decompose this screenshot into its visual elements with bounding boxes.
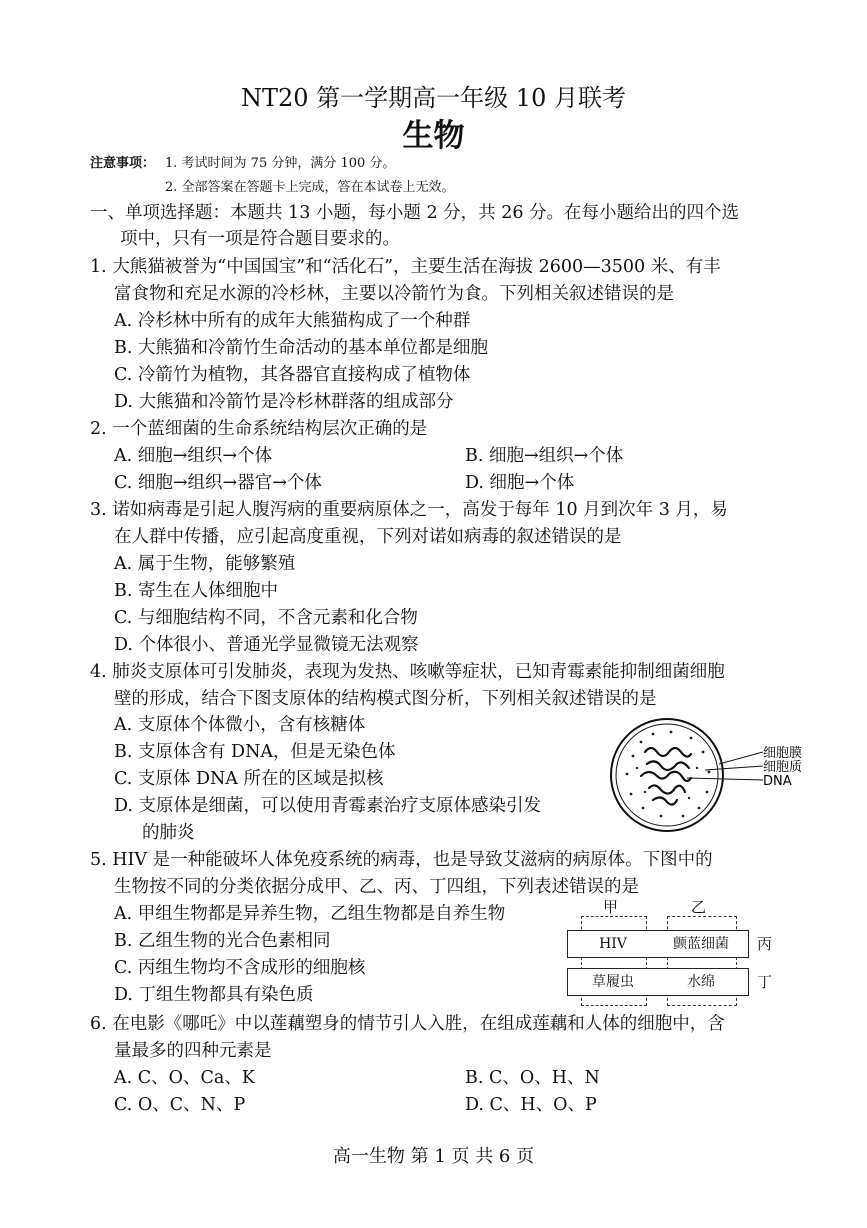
exam-title: NT20 第一学期高一年级 10 月联考 [241, 84, 626, 112]
membrane-pointer [719, 752, 763, 764]
q3-stem-line2: 在人群中传播，应引起高度重视，下列对诺如病毒的叙述错误的是 [114, 527, 622, 547]
cell-hiv: HIV [599, 936, 627, 952]
label-dna: DNA [763, 774, 792, 789]
q1-stem-line1: 1. 大熊猫被誉为“中国国宝”和“活化石”，主要生活在海拔 2600—3500 米、有丰 [90, 257, 721, 277]
note-item-2: 2. 全部答案在答题卡上完成，答在本试卷上无效。 [165, 180, 455, 195]
cell-paramecium: 草履虫 [592, 974, 634, 990]
q5-option-b: B. 乙组生物的光合色素相同 [114, 931, 331, 951]
section-heading-line1: 一、单项选择题：本题共 13 小题，每小题 2 分，共 26 分。在每小题给出的四个选 [90, 203, 740, 223]
classification-diagram [565, 900, 785, 1010]
q5-option-d: D. 丁组生物都具有染色质 [114, 985, 314, 1005]
label-cytoplasm: 细胞质 [763, 760, 803, 775]
q6-option-d: D. C、H、O、P [465, 1095, 597, 1115]
q3-stem-line1: 3. 诺如病毒是引起人腹泻病的重要病原体之一，高发于每年 10 月到次年 3 月，易 [90, 500, 728, 520]
group-ding-label: 丁 [757, 973, 773, 991]
q6-option-a: A. C、O、Ca、K [114, 1068, 255, 1088]
notes-label: 注意事项： [90, 156, 156, 171]
q3-option-b: B. 寄生在人体细胞中 [114, 581, 278, 601]
group-jia-label: 甲 [603, 898, 619, 916]
q5-option-c: C. 丙组生物均不含成形的细胞核 [114, 958, 366, 978]
q6-option-b: B. C、O、H、N [465, 1068, 600, 1088]
mycoplasma-diagram [605, 712, 805, 842]
q5-stem-line2: 生物按不同的分类依据分成甲、乙、丙、丁四组，下列表述错误的是 [114, 877, 639, 897]
cell-spirogyra: 水绵 [687, 974, 715, 990]
q6-option-c: C. O、C、N、P [114, 1095, 246, 1115]
q2-option-b: B. 细胞→组织→个体 [465, 446, 624, 466]
q4-option-d-line1: D. 支原体是细菌，可以使用青霉素治疗支原体感染引发 [114, 796, 542, 816]
q4-option-d-line2: 的肺炎 [142, 823, 195, 843]
q5-stem-line1: 5. HIV 是一种能破坏人体免疫系统的病毒，也是导致艾滋病的病原体。下图中的 [90, 850, 713, 870]
q4-stem-line1: 4. 肺炎支原体可引发肺炎，表现为发热、咳嗽等症状，已知青霉素能抑制细菌细胞 [90, 662, 725, 682]
page-footer: 高一生物 第 1 页 共 6 页 [332, 1146, 535, 1167]
q2-option-c: C. 细胞→组织→器官→个体 [114, 473, 322, 493]
q4-stem-line2: 壁的形成，结合下图支原体的结构模式图分析，下列相关叙述错误的是 [114, 689, 657, 709]
q5-option-a: A. 甲组生物都是异养生物，乙组生物都是自养生物 [114, 904, 506, 924]
q3-option-d: D. 个体很小、普通光学显微镜无法观察 [114, 635, 419, 655]
q1-option-d: D. 大熊猫和冷箭竹是冷杉林群落的组成部分 [114, 392, 454, 412]
q2-option-a: A. 细胞→组织→个体 [114, 446, 273, 466]
q4-option-c: C. 支原体 DNA 所在的区域是拟核 [114, 769, 384, 789]
q1-stem-line2: 富食物和充足水源的冷杉林，主要以冷箭竹为食。下列相关叙述错误的是 [114, 284, 674, 304]
q4-option-a: A. 支原体个体微小，含有核糖体 [114, 715, 366, 735]
cell-cyanobacteria: 颤蓝细菌 [673, 936, 729, 952]
note-item-1: 1. 考试时间为 75 分钟，满分 100 分。 [165, 156, 396, 171]
section-heading-line2: 项中，只有一项是符合题目要求的。 [120, 229, 400, 249]
q6-stem-line2: 量最多的四种元素是 [114, 1041, 272, 1061]
q2-stem: 2. 一个蓝细菌的生命系统结构层次正确的是 [90, 419, 428, 439]
group-yi-label: 乙 [691, 898, 707, 916]
q4-option-b: B. 支原体含有 DNA，但是无染色体 [114, 742, 396, 762]
q1-option-a: A. 冷杉林中所有的成年大熊猫构成了一个种群 [114, 311, 471, 331]
label-membrane: 细胞膜 [763, 746, 803, 761]
group-bing-label: 丙 [757, 935, 773, 953]
q2-option-d: D. 细胞→个体 [465, 473, 575, 493]
q1-option-b: B. 大熊猫和冷箭竹生命活动的基本单位都是细胞 [114, 338, 488, 358]
subject-title: 生物 [402, 118, 465, 154]
q3-option-a: A. 属于生物，能够繁殖 [114, 554, 296, 574]
q6-stem-line1: 6. 在电影《哪吒》中以莲藕塑身的情节引人入胜，在组成莲藕和人体的细胞中，含 [90, 1014, 725, 1034]
q1-option-c: C. 冷箭竹为植物，其各器官直接构成了植物体 [114, 365, 471, 385]
q3-option-c: C. 与细胞结构不同，不含元素和化合物 [114, 608, 418, 628]
